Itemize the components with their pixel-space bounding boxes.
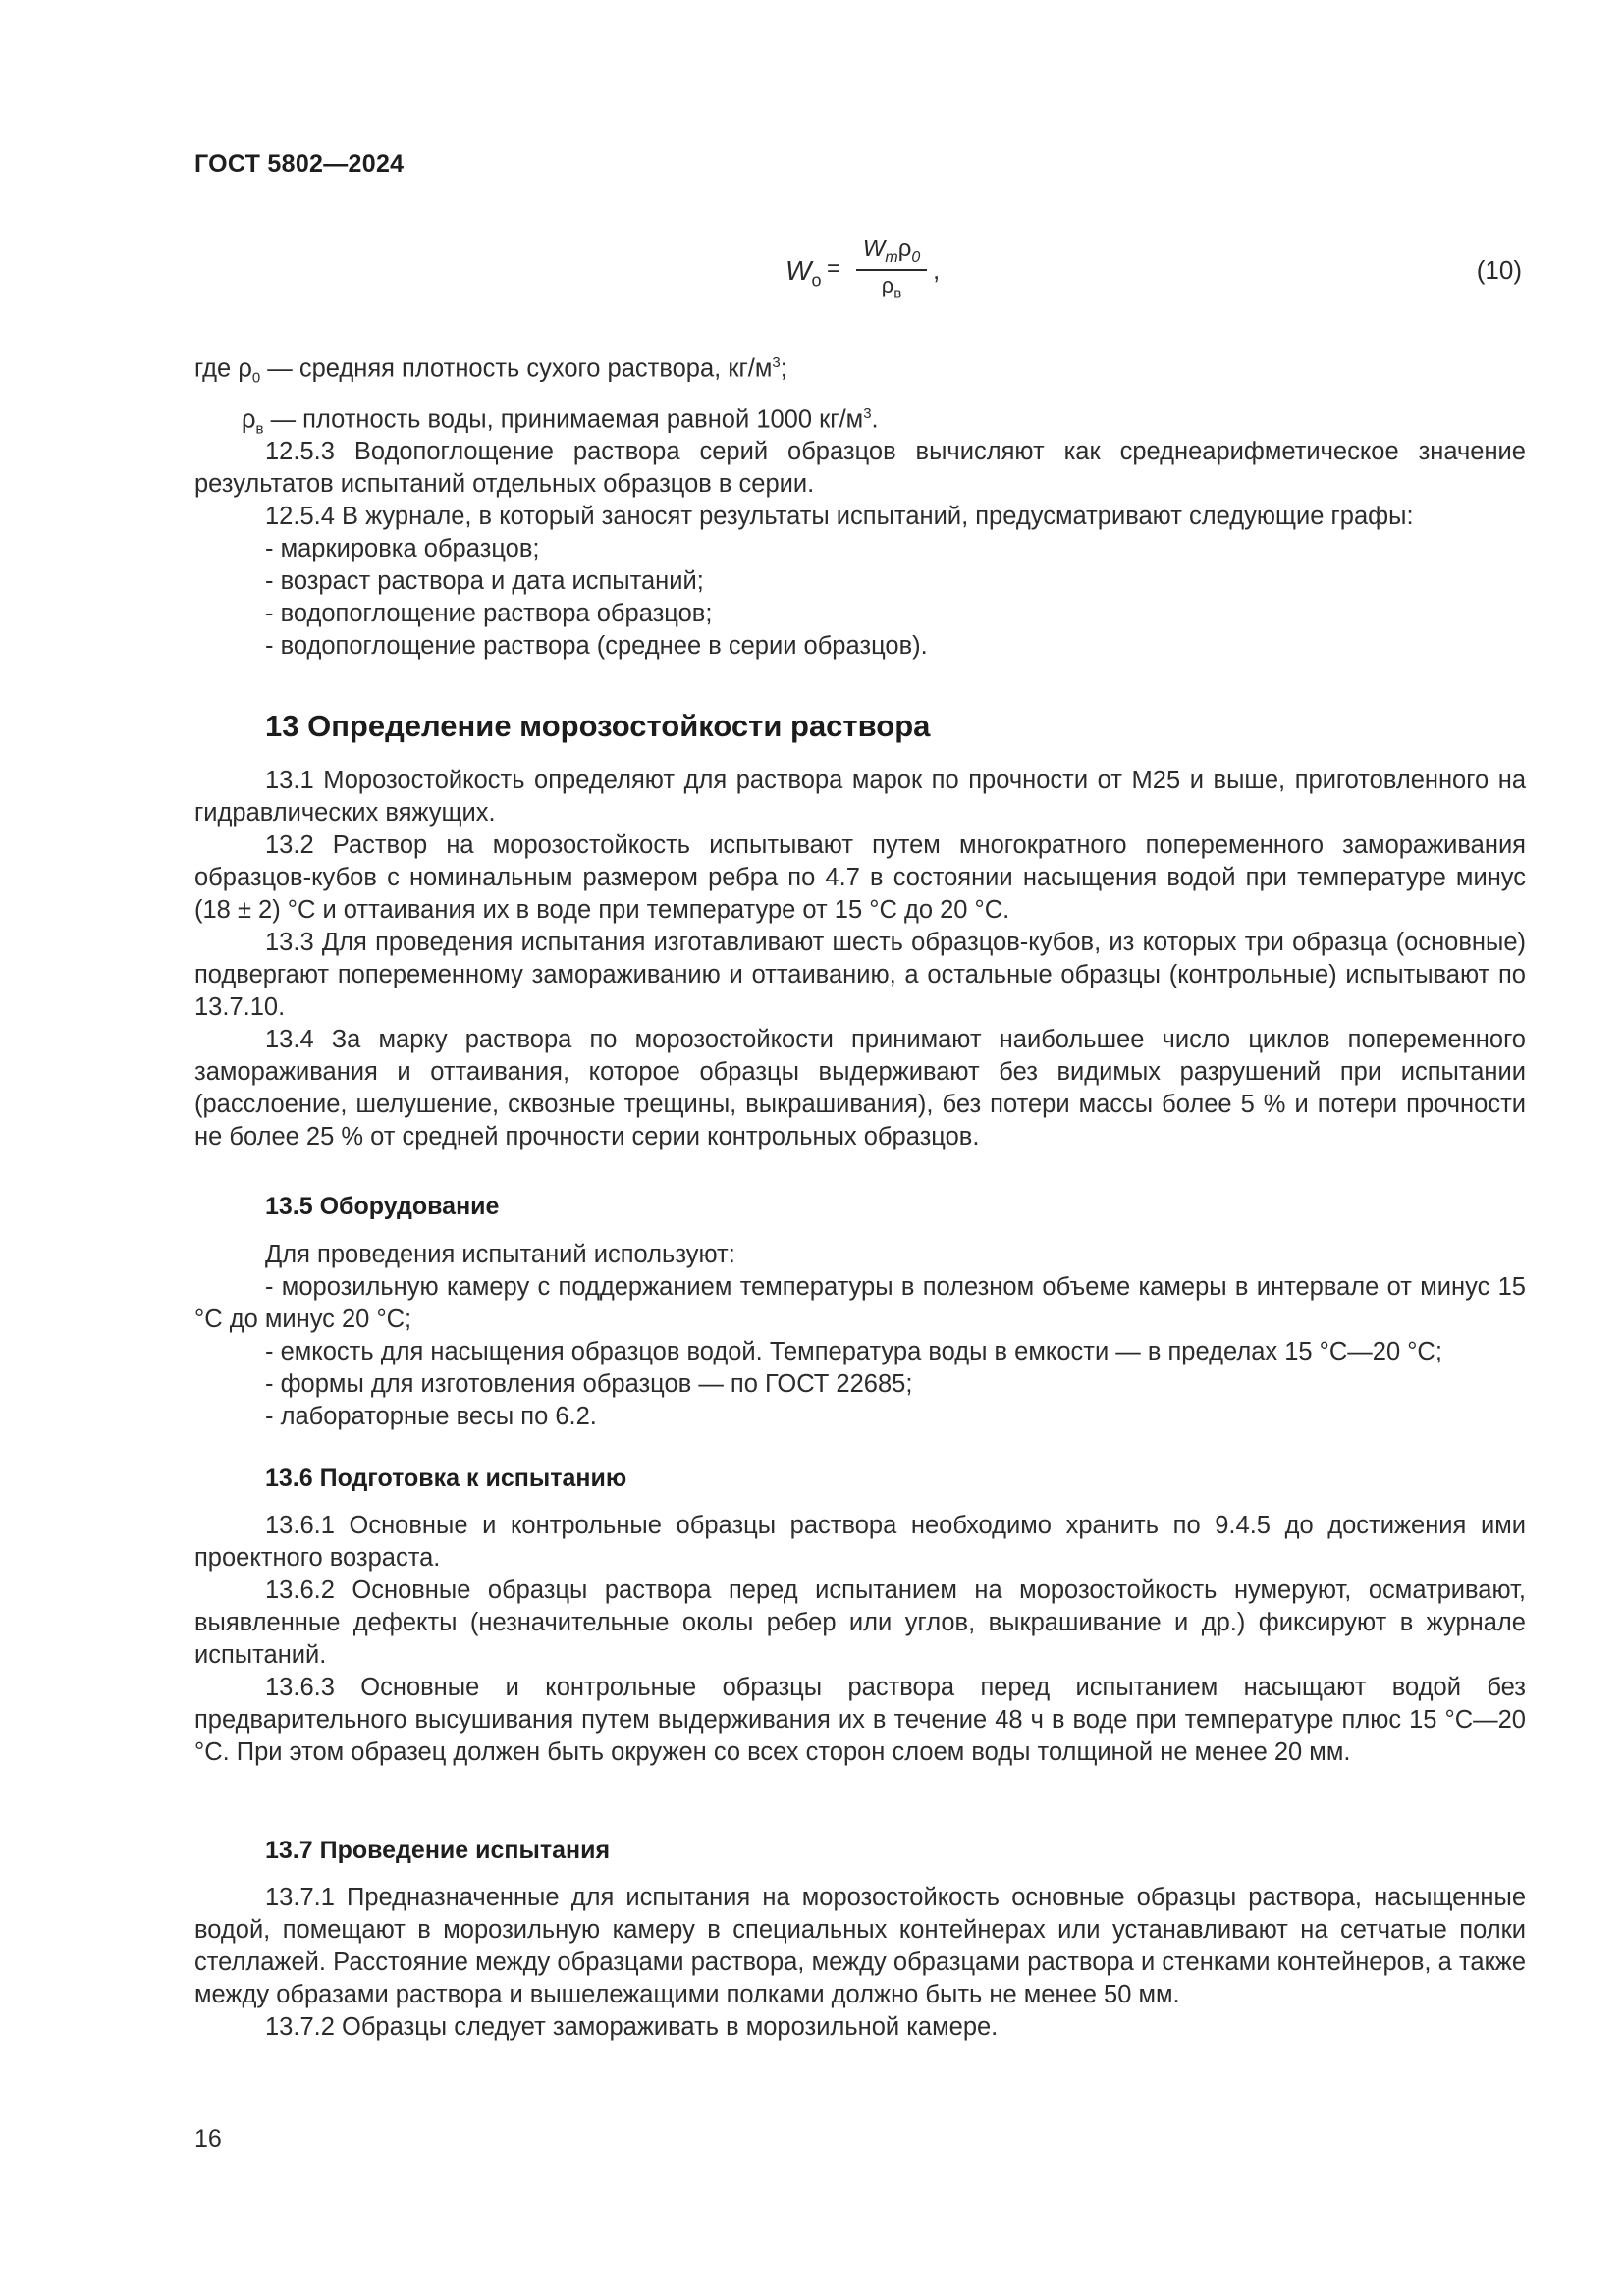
list-item: - возраст раствора и дата испытаний;: [265, 567, 704, 595]
formula-fraction: [852, 236, 931, 301]
list-item: - емкость для насыщения образцов водой. Температура воды в емкости — в пределах 15 °С—20 °С;: [265, 1338, 1442, 1365]
paragraph-13-7-1: 13.7.1 Предназначенные для испытания на морозостойкость основные образцы раствора, насыщенные водой, помещают в морозильную камеру в специальных контейнерах или устанавливают на сетчатые полки стеллажей. Расстояние между образцами раствора, между образцами раствора и стенками контейнеров, а также между образами раствора и вышележащими полками должно быть не менее 50 мм.: [194, 1884, 1526, 2008]
paragraph-13-6-2: 13.6.2 Основные образцы раствора перед испытанием на морозостойкость нумеруют, осматривают, выявленные дефекты (незначительные околы ребер или углов, выкрашивание и др.) фиксируют в журнале испытаний.: [194, 1576, 1526, 1669]
formula-lhs: $W_о$: [785, 255, 822, 291]
fraction-bar: [856, 269, 927, 271]
list-item: - водопоглощение раствора (среднее в серии образцов).: [265, 632, 928, 660]
section-12-5-block: [194, 436, 1526, 663]
formula-10: [785, 236, 1532, 314]
paragraph-13-3: 13.3 Для проведения испытания изготавливают шесть образцов-кубов, из которых три образца (основные) подвергают попеременному замораживанию и оттаиванию, а остальные образцы (контрольные) испытывают по 13.7.10.: [194, 929, 1526, 1021]
section-13-6-block: [194, 1510, 1526, 1769]
paragraph-13-5: Для проведения испытаний используют:: [265, 1241, 735, 1268]
paragraph-13-6-1: 13.6.1 Основные и контрольные образцы раствора необходимо хранить по 9.4.5 до достижения ими проектного возраста.: [194, 1512, 1526, 1572]
formula-numerator: $W_m\rho_0$: [862, 236, 921, 266]
list-item: - лабораторные весы по 6.2.: [265, 1403, 597, 1430]
list-item: - морозильную камеру с поддержанием температуры в полезном объеме камеры в интервале от минус 15 °С до минус 20 °С;: [194, 1273, 1526, 1333]
paragraph-13-4: 13.4 За марку раствора по морозостойкости принимают наибольшее число циклов попеременного замораживания и оттаивания, которое образцы выдерживают без видимых разрушений при испытании (расслоение, шелушение, сквозные трещины, выкрашивания), без потери массы более 5 % и потери прочности не более 25 % от средней прочности серии контрольных образцов.: [194, 1026, 1526, 1150]
section-13-heading: 13 Определение морозостойкости раствора: [265, 709, 931, 743]
section-13-intro-block: [194, 765, 1526, 1153]
paragraph-13-1: 13.1 Морозостойкость определяют для раствора марок по прочности от М25 и выше, приготовленного на гидравлических вяжущих.: [194, 767, 1526, 827]
subsection-13-6-heading: 13.6 Подготовка к испытанию: [265, 1465, 627, 1492]
subsection-13-7-heading: 13.7 Проведение испытания: [265, 1837, 611, 1864]
section-13-5-block: [194, 1239, 1526, 1433]
paragraph-12-5-4: 12.5.4 В журнале, в который заносят результаты испытаний, предусматривают следующие графы:: [265, 503, 1414, 530]
where-block: [194, 346, 1526, 447]
list-item: - маркировка образцов;: [265, 535, 540, 562]
paragraph-13-7-2: 13.7.2 Образцы следует замораживать в морозильной камере.: [265, 2013, 999, 2041]
paragraph-13-6-3: 13.6.3 Основные и контрольные образцы раствора перед испытанием насыщают водой без предварительного высушивания путем выдерживания их в течение 48 ч в воде при температуре плюс 15 °С—20 °С. При этом образец должен быть окружен со всех сторон слоем воды толщиной не менее 20 мм.: [194, 1674, 1526, 1766]
formula-number: (10): [1476, 255, 1522, 285]
section-13-7-block: [194, 1882, 1526, 2044]
page-number: 16: [194, 2125, 222, 2153]
list-item: - формы для изготовления образцов — по ГОСТ 22685;: [265, 1370, 913, 1398]
where-row-rho0: где $\rho_0$ — средняя плотность сухого раствора, $кг/м^3$;: [194, 354, 787, 387]
formula-comma: ,: [933, 255, 941, 285]
list-item: - водопоглощение раствора образцов;: [265, 600, 713, 627]
formula-equals: =: [827, 255, 841, 282]
formula-denominator: $\rho_в$: [881, 272, 902, 302]
paragraph-12-5-3: 12.5.3 Водопоглощение раствора серий образцов вычисляют как среднеарифметическое значение результатов испытаний отдельных образцов в серии.: [194, 438, 1526, 498]
document-id: ГОСТ 5802—2024: [194, 150, 405, 178]
subsection-13-5-heading: 13.5 Оборудование: [265, 1193, 500, 1220]
paragraph-13-2: 13.2 Раствор на морозостойкость испытывают путем многократного попеременного замораживания образцов-кубов с номинальным размером ребра по 4.7 в состоянии насыщения водой при температуре минус (18 ± 2) °С и оттаивания их в воде при температуре от 15 °С до 20 °С.: [194, 831, 1526, 924]
where-row-rhov: $\rho_в$ — плотность воды, принимаемая равной 1000 $кг/м^3$.: [242, 404, 879, 438]
